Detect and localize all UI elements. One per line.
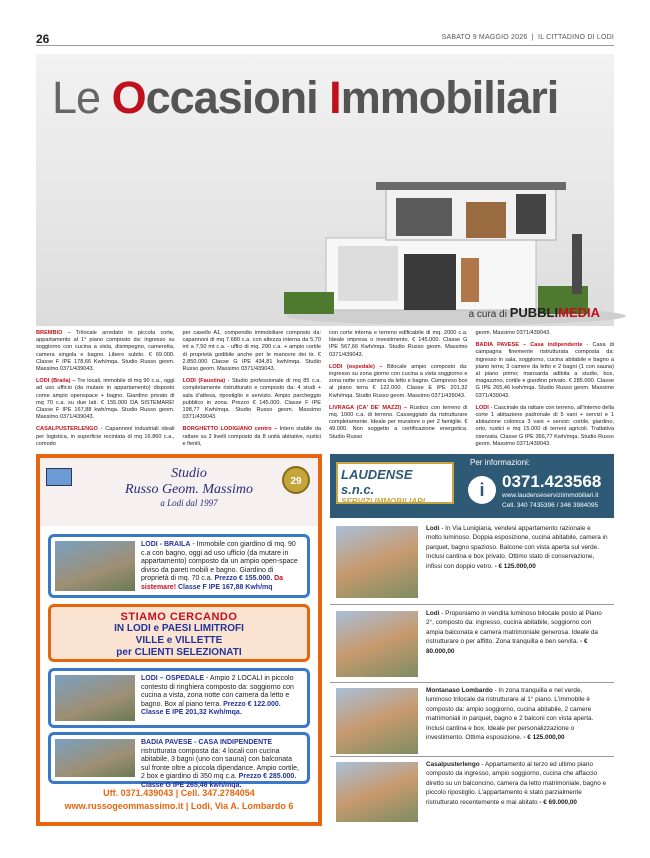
contact-web: www.russogeommassimo.it | Lodi, Via A. Lombardo 6 bbox=[64, 801, 294, 811]
listing-photo bbox=[336, 762, 418, 822]
listing-photo bbox=[55, 675, 135, 721]
cell-numbers: Cell. 340 7435396 / 346 3984095 bbox=[502, 502, 599, 509]
website: www.laudenseserviziimmobiliari.it bbox=[502, 492, 599, 499]
listing-photo bbox=[55, 541, 135, 591]
hero-banner bbox=[36, 54, 614, 326]
listing-text: LODI (Faustina) - Studio professionale di mq 85 c.a. completamente ristrutturato e composto da: 4 studi + sala d'attesa, ripostiglio e servizio. Ampio parcheggio pubblico in zona. Prezzo € 145.000. Classe F IPE 198,77 Kwh/mqa. Studio Russo geom. Massimo 0371/439043. bbox=[182, 378, 321, 421]
ad-footer bbox=[40, 780, 318, 822]
listing-text: BORGHETTO LODIGIANO centro – Intero stabile da rattare su 2 livelli composto da 8 unità abitative, rustici e fienili, bbox=[182, 426, 321, 447]
listing-text: LODI – OSPEDALE - Ampio 2 LOCALI in piccolo contesto di ringhiera composto da: soggiorno con cucina a vista, zona notte con camera da letto e bagno. Box al piano terra. Prezzo € 122.000. Classe E IPE 201,32 Kwh/mqa. bbox=[141, 675, 294, 716]
listing-box bbox=[48, 668, 310, 728]
listing-box bbox=[48, 732, 310, 789]
list-item bbox=[330, 686, 614, 756]
laudense-ad bbox=[330, 454, 614, 826]
anniversary-badge: 29 bbox=[282, 466, 310, 494]
listing-text: LODI - BRAILA - Immobile con giardino di mq. 90 c.a con bagno, oggi ad uso ufficio (da mutare in appartamento) composto da un ampio open-space diviso da pareti mobili e bagno. Giardino di proprietà di mq. 70 c.a. Prezzo € 155.000. Da sistemare! Classe F IPE 167,88 Kwh/mq bbox=[141, 541, 298, 591]
divider bbox=[330, 682, 614, 683]
listing-text: LIVRAGA (CA' DE' MAZZI) – Rustico con terreno di mq. 1000 c.a. di terreno. Casseggiato da ristrutturare completamente. Ideale per muratore o per 2 famiglie. € 49.000. Non soggetto a certificazione energetica. Studio Russo bbox=[329, 404, 468, 440]
contact-phones: Uff. 0371.439043 | Cell. 347.2784054 bbox=[103, 788, 255, 798]
column-2 bbox=[182, 330, 322, 447]
search-box bbox=[48, 604, 310, 662]
listing-text: LODI - Cascinale da rattare con terreno, all'interno della corte 1 abitazione padronale di 5 vani + servizi e 1 abitazione colonica 3 vani + servizi: cortile, giardino, orto, rustici e mq 15.000 di terreni agricoli. Trattativa riservata. Classe G IPE 366,77 Kwh/mqa. Studio Russo geom. Massimo 0371/439043. bbox=[475, 404, 615, 447]
listing-photo bbox=[336, 526, 418, 598]
listing-text: Montanaso Lombardo - In zona tranquilla e nel verde, luminoso trilocale da ristrutturare al 1° piano. L'immobile è composto da: ampio soggiorno, cucina abitabile, 2 camere matrimoniali in parquet, bagno e 2 balconi con vista aperta. Inclusi cantina e box. Ideale per personalizzazione o investimento. Ottima esposizione. - € 125.000,00 bbox=[426, 687, 594, 742]
info-label: Per informazioni: bbox=[470, 458, 531, 467]
listing-text: Lodi - Proponiamo in vendita luminoso bilocale posto al Piano 2°, composto da: ingresso, cucina abitabile, soggiorno con ampia balconata e camera matrimoniale generosa. Ideale da ristrutturare o per affitto. Zona tranquilla e ben servita. - € 80.000,00 bbox=[426, 610, 602, 655]
column-3 bbox=[329, 330, 468, 440]
listing-text: per casello A1, compendio immobiliare composto da: capannoni di mq 7.680 c.a. con altezza interna da 5,70 mt a 7,50 mt c.a. - uffici di mq. 290 c.a. + ampio cortile di proprietà godibile anche per le manovre dei tir. € 2.850.000 Classe G IPE 434,81 kwh/mqa. Studio Russo geom. Massimo 0371/439043. bbox=[182, 330, 321, 373]
column-1 bbox=[36, 330, 175, 447]
column-4 bbox=[475, 330, 615, 447]
ad-header bbox=[40, 458, 318, 526]
listing-text: Casalpusterlengo - Appartamento al terzo ed ultimo piano composto da ingresso, ampio soggiorno, cucina che affaccio diretto su un balconcino, camera da letto matrimoniale, bagno e piccolo ripostiglio. L'appartamento è stato parzialmente ristrutturato recentemente e mai abitato - € 69.000,00 bbox=[426, 761, 607, 806]
listing-photo bbox=[336, 611, 418, 677]
sponsor-credit: a cura di PUBBLIMEDIA bbox=[468, 305, 600, 320]
listing-text: con corte interna e terreno edificabile di mq. 2000 c.a. Ideale impresa o investimento. € 145.000. Classe G IPE 567,66 Kwh/mqa. Studio Russo geom. Massimo 0371/439043. bbox=[329, 330, 468, 358]
page-date: SABATO 9 MAGGIO 2026 | IL CITTADINO DI LODI bbox=[441, 34, 614, 41]
listing-text: LODI (Braila) – Tre locali, immobile di mq 90 c.a., oggi ad uso ufficio (da mutare in appartamento) disposto come ampio openspace + bagno. Giardino privato di mq 70 c.a. su due lati. € 155.000 DA SISTEMARE! Classe F IPE 167,88 kwh/mqa. Studio Russo geom. Massimo 0371/439043. bbox=[36, 378, 175, 421]
ad-header bbox=[330, 454, 614, 518]
divider bbox=[330, 756, 614, 757]
listing-photo bbox=[336, 688, 418, 754]
studio-russo-ad bbox=[36, 454, 322, 826]
listing-text: LODI (ospedale) – Bilocale ampio composto da: ingresso su zona giorno con cucina a vista soggiorno e zona notte con camera da letto e bagno. Compreso box al piano terra € 122.000. Classe E IPE 201,32 Kwh/mqa. Studio Russo geom. Massimo 0371/439043. bbox=[329, 363, 468, 399]
hero-title: Le Occasioni Immobiliari bbox=[52, 72, 559, 123]
list-item bbox=[330, 609, 614, 679]
listing-box bbox=[48, 534, 310, 598]
studio-name: Studio Russo Geom. Massimo a Lodi dal 1997 bbox=[125, 466, 253, 508]
listing-text: Lodi - In Via Lunigiana, vendesi appartamento razionale e molto luminoso. Doppia esposizione, cucina abitabile, camera in parquet, bagno spazioso. Balcone con vista aperta sul verde. Inclusi cantina e box privato. Ottimo stato di conservazione, infissi con doppio vetro. - € 125.000,00 bbox=[426, 525, 608, 570]
listing-text: geom. Massimo 0371/439043. bbox=[475, 330, 551, 336]
search-text: STIAMO CERCANDO IN LODI e PAESI LIMITROFI VILLE e VILLETTE per CLIENTI SELEZIONATI bbox=[114, 611, 244, 658]
listing-photo bbox=[55, 739, 135, 777]
page-number: 26 bbox=[36, 32, 50, 46]
listing-text: BADIA PAVESE - CASA INDIPENDENTE ristrutturata composta da: 4 locali con cucina abitabile, 3 bagni (uno con sauna) con balconata sul fronte oltre a piccola dipendance. Ampio cortile, 2 box e giardino di 350 mq c.a. Prezzo € 285.000. Classe G IPE 265,46 kwh/mqa. bbox=[141, 739, 299, 789]
list-item bbox=[330, 760, 614, 824]
listing-text: BADIA PAVESE – Casa indipendente - Casa di campagna finemente ristrutturata composta da: ingresso in sala, soggiorno, cucina abitabile e bagno a piano terra; 3 camere da letto e 2 bagni (1 con sauna) al piano primo; mansarda adibita a studio, box, magazzino, cortile e giardino privato. € 285.000. Classe G IPE 265,46 kwh/mqa. Studio Russo geom. Massimo 0371/439043. bbox=[475, 342, 615, 399]
list-item bbox=[330, 524, 614, 600]
house-illustration bbox=[276, 174, 596, 324]
listing-text: CASALPUSTERLENGO - Capannoni industriali ideali per logistica, in superficie recintata di mq 16.860 c.a., comodo bbox=[36, 426, 175, 447]
info-icon: i bbox=[468, 476, 496, 504]
page-header bbox=[36, 30, 614, 46]
listing-text: BREMBIO – Trilocale arredato in piccola corte, appartamento al 1° piano composto da: ingresso su soggiorno con cucina a vista, disimpegno, cameretta, camera singola e bagno. Libero subito. € 69.000. Classe F IPE 178,66 Kwh/mqa. Studio Russo geom. Massimo 0371/439043. bbox=[36, 330, 175, 373]
listing-columns bbox=[36, 330, 615, 447]
divider bbox=[330, 604, 614, 605]
laudense-logo: LAUDENSE s.n.c. SERVIZI IMMOBILIARI bbox=[336, 462, 454, 504]
studio-logo-icon bbox=[46, 468, 72, 486]
phone-number: 0371.423568 bbox=[502, 472, 602, 491]
